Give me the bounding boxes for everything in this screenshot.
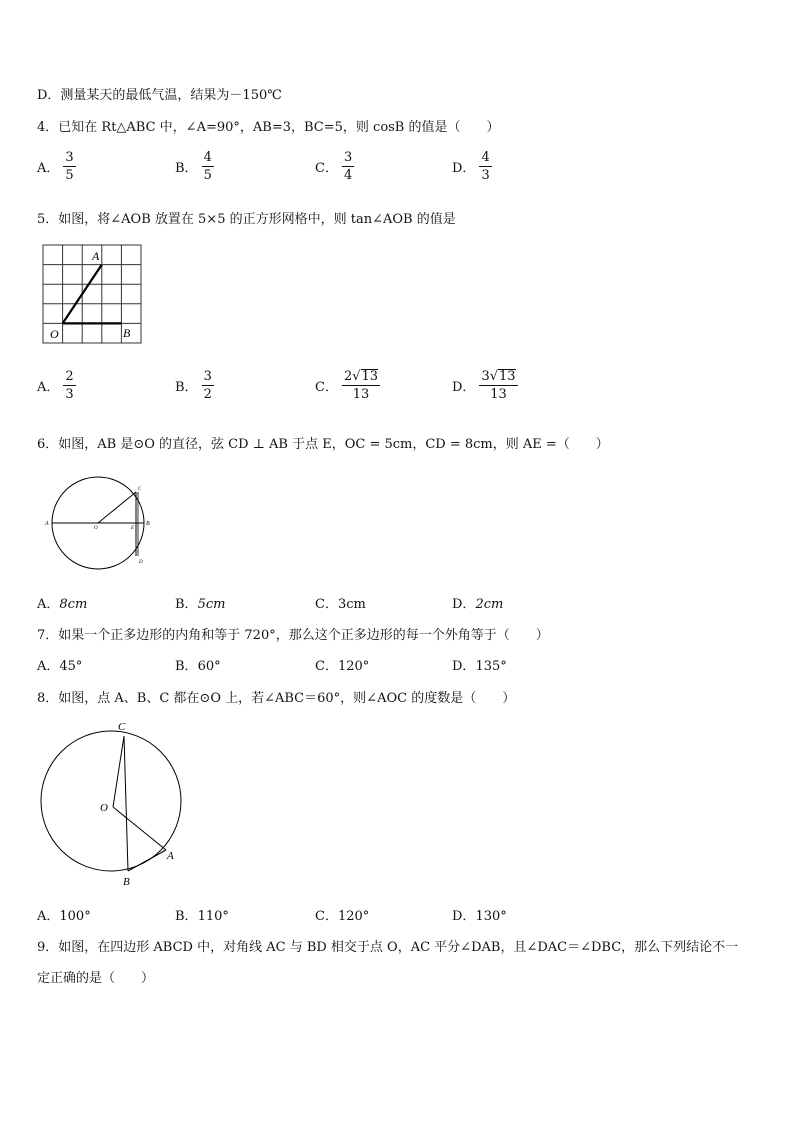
q5-stem: 5．如图，将∠AOB 放置在 5×5 的正方形网格中，则 tan∠AOB 的值是: [37, 212, 456, 227]
q4-option-a[interactable]: A． $\frac{3}{5}$: [37, 150, 74, 183]
label-a: A: [92, 249, 100, 263]
q8-circle-figure: [38, 715, 188, 890]
q4-stem: 4．已知在 Rt△ABC 中，∠A=90°，AB=3，BC=5，则 cosB 的值是（ ）: [37, 120, 500, 135]
q7-option-c[interactable]: C．120°: [315, 659, 370, 674]
q6-option-a[interactable]: A．8cm: [37, 597, 88, 612]
q9-stem-line1: 9．如图，在四边形 ABCD 中，对角线 AC 与 BD 相交于点 O，AC 平分∠DAB，且∠DAC＝∠DBC，那么下列结论不一: [37, 940, 739, 955]
q4-option-b[interactable]: B． $\frac{4}{5}$: [175, 150, 212, 183]
label-a: A: [45, 521, 49, 527]
q8-options: [37, 905, 757, 923]
q7-stem: 7．如果一个正多边形的内角和等于 720°，那么这个正多边形的每一个外角等于（ ）: [37, 628, 549, 643]
q5-option-a[interactable]: A． $\frac{2}{3}$: [37, 369, 74, 402]
q7-options: [37, 655, 757, 673]
q8-option-d[interactable]: D．130°: [452, 909, 507, 924]
q5-options: [37, 369, 757, 413]
q6-stem: 6．如图，AB 是⊙O 的直径，弦 CD ⊥ AB 于点 E，OC = 5cm，CD = 8cm，则 AE =（ ）: [37, 437, 609, 452]
label-b: B: [123, 326, 131, 340]
label-c: C: [118, 721, 126, 733]
q4-option-d[interactable]: D． $\frac{4}{3}$: [452, 150, 490, 183]
label-d: D: [139, 560, 143, 565]
label-a: A: [167, 850, 174, 862]
q9-stem-line2: 定正确的是（ ）: [37, 971, 155, 986]
segment-oa: [113, 807, 166, 850]
q6-option-b[interactable]: B．5cm: [175, 597, 226, 612]
segment-cb: [124, 736, 128, 871]
segment-ba: [128, 850, 166, 871]
label-o: O: [100, 802, 108, 814]
q5-option-b[interactable]: B． $\frac{3}{2}$: [175, 369, 212, 402]
segment-oc: [113, 736, 124, 807]
q6-circle-figure: [42, 472, 158, 572]
label-c: C: [138, 487, 142, 492]
q4-option-c[interactable]: C． $\frac{3}{4}$: [315, 150, 353, 183]
label-b: B: [123, 876, 130, 888]
q8-stem: 8．如图，点 A、B、C 都在⊙O 上，若∠ABC＝60°，则∠AOC 的度数是（ ）: [37, 691, 516, 706]
q5-option-c[interactable]: C． 2√ 13 13: [315, 369, 379, 402]
label-o: O: [94, 526, 98, 531]
q6-option-d[interactable]: D．2cm: [452, 597, 504, 612]
label-o: O: [50, 327, 59, 341]
radius-oc: [98, 492, 136, 523]
q7-option-b[interactable]: B．60°: [175, 659, 221, 674]
q6-option-c[interactable]: C．3cm: [315, 597, 366, 612]
q5-option-d[interactable]: D． 3√ 13 13: [452, 369, 516, 402]
q7-option-a[interactable]: A．45°: [37, 659, 83, 674]
label-e: E: [131, 526, 135, 531]
q8-option-c[interactable]: C．120°: [315, 909, 370, 924]
q5-grid-figure: [40, 242, 144, 346]
q3-option-d: D．测量某天的最低气温，结果为－150℃: [37, 88, 282, 103]
q7-option-d[interactable]: D．135°: [452, 659, 507, 674]
q6-options: [37, 593, 757, 611]
q4-options: [37, 150, 757, 192]
label-b: B: [146, 521, 150, 527]
q8-option-b[interactable]: B．110°: [175, 909, 229, 924]
q8-option-a[interactable]: A．100°: [37, 909, 91, 924]
